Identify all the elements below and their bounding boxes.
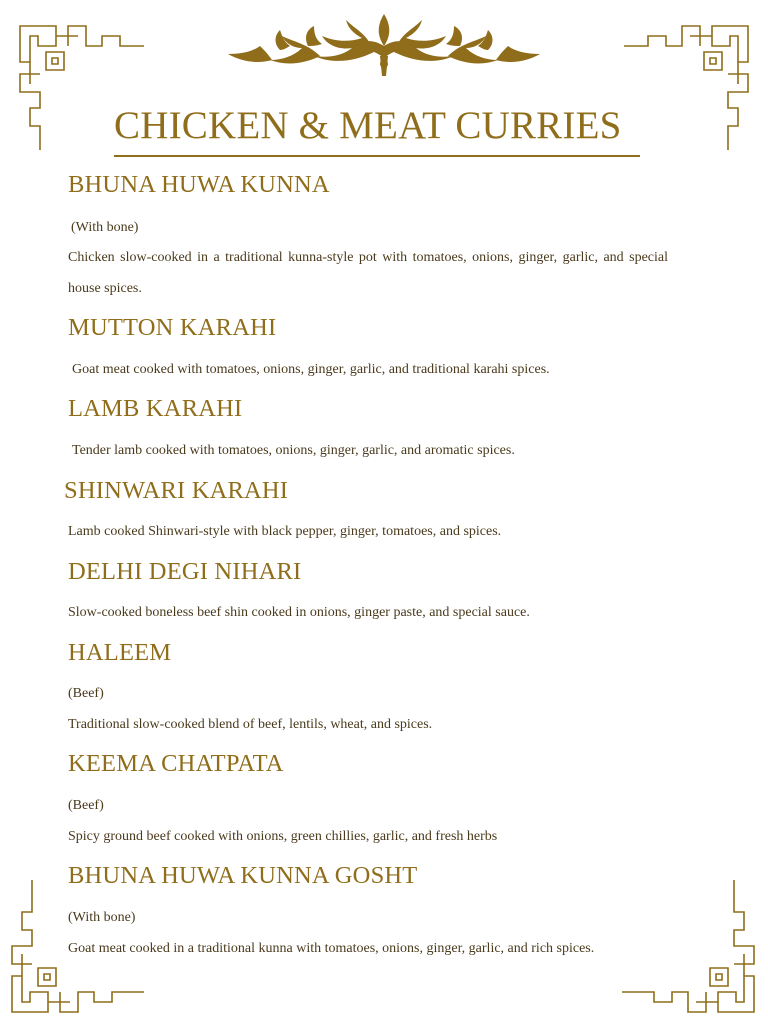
menu-item-name: HALEEM xyxy=(68,639,172,666)
menu-item-description: Traditional slow-cooked blend of beef, lentils, wheat, and spices. xyxy=(68,717,433,732)
menu-item-description: Goat meat cooked in a traditional kunna with tomatoes, onions, ginger, garlic, and rich spices. xyxy=(68,941,595,956)
menu-item-name: MUTTON KARAHI xyxy=(68,314,277,341)
menu-item-name: BHUNA HUWA KUNNA xyxy=(68,171,330,198)
menu-item-description: Goat meat cooked with tomatoes, onions, ginger, garlic, and traditional karahi spices. xyxy=(72,362,550,377)
menu-item-description: Lamb cooked Shinwari-style with black pepper, ginger, tomatoes, and spices. xyxy=(68,524,502,539)
menu-item-name: SHINWARI KARAHI xyxy=(64,477,289,504)
menu-item-note: (With bone) xyxy=(68,910,136,925)
menu-item-description: Slow-cooked boneless beef shin cooked in onions, ginger paste, and special sauce. xyxy=(68,605,530,620)
menu-item-description: Chicken slow-cooked in a traditional kunna-style pot with tomatoes, onions, ginger, garlic, and special house spices. xyxy=(68,250,668,296)
title-divider xyxy=(114,155,640,157)
menu-item-name: LAMB KARAHI xyxy=(68,395,243,422)
menu-item-description: Spicy ground beef cooked with onions, green chillies, garlic, and fresh herbs xyxy=(68,829,498,844)
menu-item-description: Tender lamb cooked with tomatoes, onions, ginger, garlic, and aromatic spices. xyxy=(72,443,515,458)
menu-item-name: KEEMA CHATPATA xyxy=(68,750,284,777)
menu-item-note: (With bone) xyxy=(71,220,139,235)
menu-item-name: DELHI DEGI NIHARI xyxy=(68,558,302,585)
menu-item-note: (Beef) xyxy=(68,798,104,813)
top-flourish-ornament xyxy=(224,12,544,80)
menu-item-note: (Beef) xyxy=(68,686,104,701)
menu-item-name: BHUNA HUWA KUNNA GOSHT xyxy=(68,862,418,889)
page-title: CHICKEN & MEAT CURRIES xyxy=(114,104,622,147)
